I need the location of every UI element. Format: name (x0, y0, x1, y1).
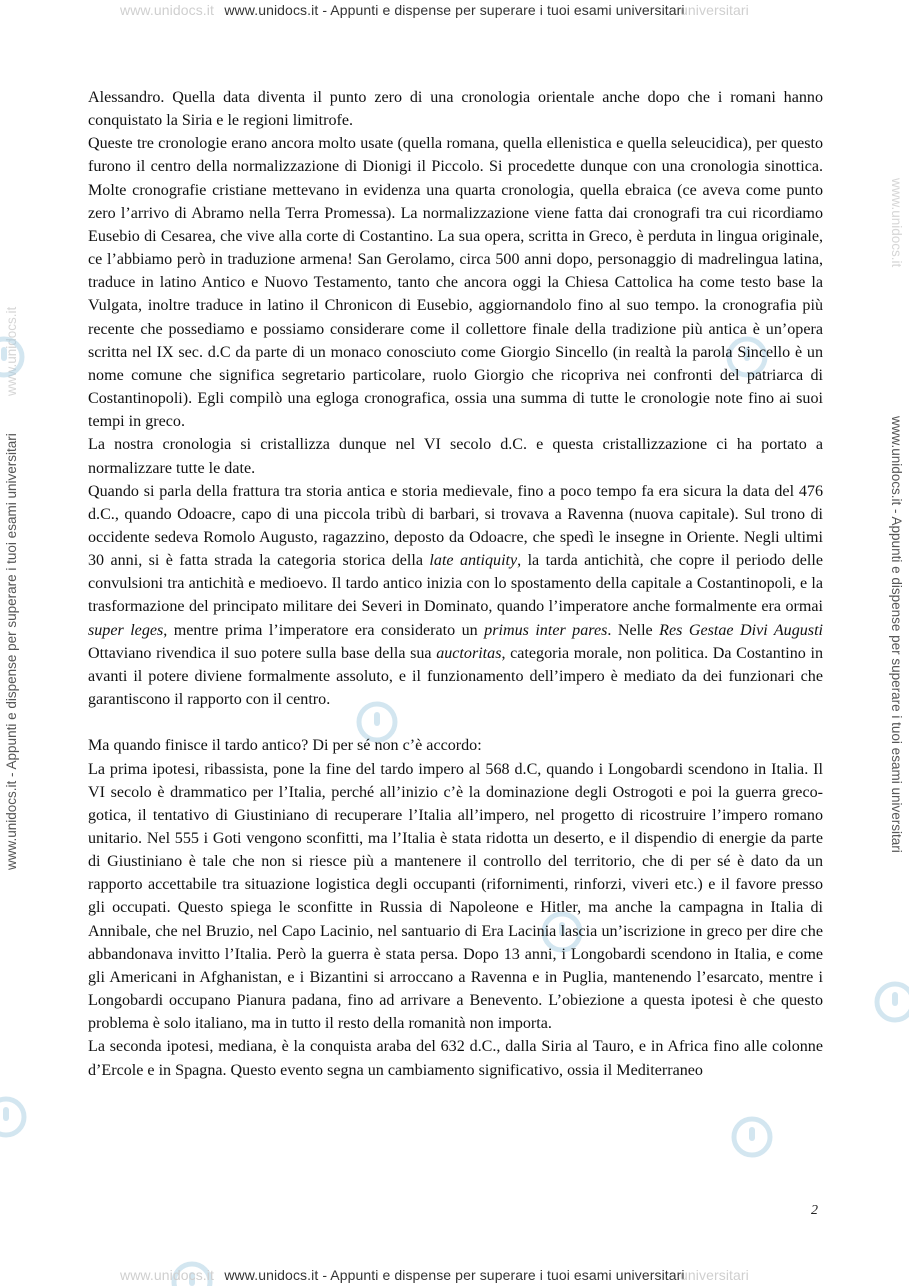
body-paragraph (88, 132, 823, 433)
paragraph-text: . Nelle (607, 621, 660, 639)
footer-banner-text[interactable]: www.unidocs.it - Appunti e dispense per superare i tuoi esami universitari (224, 1267, 685, 1283)
paragraph-text: Queste tre cronologie erano ancora molto usate (quella romana, quella ellenistica e quella seleucidica), per questo furono il centro della normalizzazione di Dionigi il Piccolo. Si procedette dunque con una cronologia sinottica. Molte cronografie cristiane mettevano in evidenza una quarta cronologia, quella ebraica (ce aveva come punto zero l’arrivo di Abramo nella Terra Promessa). La normalizzazione viene fatta dai cronografi tra cui ricordiamo Eusebio di Cesarea, che vive alla corte di Costantino. La sua opera, scritta in Greco, è perduta in lingua originale, ce l’abbiamo però in traduzione armena! San Gerolamo, circa 500 anni dopo, personaggio di madrelingua latina, traduce in latino Antico e Nuovo Testamento, tanto che ancora oggi la Chiesa Cattolica ha come testo base la Vulgata, inoltre traduce in latino il Chronicon di Eusebio, aggiornandolo fino al suo tempo. la cronografia più recente che possediamo e possiamo considerare come il collettore finale della tradizione più antica è un’opera scritta nel IX sec. d.C da parte di un monaco conosciuto come Giorgio Sincello (in realtà la parola Sincello è un nome comune che significa segretario particolare, ruolo Giorgio che ricopriva nei confronti del patriarca di Costantinopoli). Egli compilò una egloga cronografica, ossia una summa di tutte le cronologie note fino ai suoi tempi in greco. (88, 135, 823, 431)
paragraph-text: Quando si parla della frattura tra storia antica e storia medievale, fino a poco tempo fa era sicura la data del 476 d.C., quando Odoacre, capo di una piccola tribù di barbari, si trovava a Ravenna (nuova capitale). Sul trono di occidente sedeva Romolo Augusto, ragazzino, deposto da Odoacre, che spedì le insegne in Oriente. Negli ultimi 30 anni, si è fatta strada la categoria storica della (88, 482, 823, 570)
body-paragraph (88, 1035, 823, 1081)
body-paragraph (88, 433, 823, 479)
header-ghost-right: universitari (680, 2, 749, 18)
italic-term: late antiquity (429, 552, 518, 570)
italic-term: super leges (88, 621, 164, 639)
paragraph-text: , la tarda antichità, che copre il periodo delle convulsioni tra antichità e medioevo. Il tardo antico inizia con lo spostamento della capitale a Costantinopoli, e la trasformazione del principato militare dei Severi in Dominato, quando l’imperatore anche formalmente era ormai (88, 552, 824, 616)
left-side-banner[interactable]: www.unidocs.it - Appunti e dispense per superare i tuoi esami universitari (4, 433, 19, 870)
paragraph-text: La seconda ipotesi, mediana, è la conquista araba del 632 d.C., dalla Siria al Tauro, e in Africa fino alle colonne d’Ercole e in Spagna. Questo evento segna un cambiamento significativo, ossia il Mediterraneo (88, 1038, 823, 1079)
header-banner-text[interactable]: www.unidocs.it - Appunti e dispense per superare i tuoi esami universitari (224, 2, 685, 18)
document-body (88, 86, 823, 1082)
unidocs-logo-icon (0, 1095, 28, 1139)
header-banner[interactable] (0, 2, 909, 18)
paragraph-text: La nostra cronologia si cristallizza dunque nel VI secolo d.C. e questa cristallizzazione ci ha portato a normalizzare tutte le date. (88, 436, 823, 477)
footer-banner[interactable] (0, 1267, 909, 1283)
footer-ghost-left: www.unidocs.it (120, 1267, 214, 1283)
right-side-ghost: www.unidocs.it (889, 178, 904, 268)
body-paragraph (88, 758, 823, 1036)
italic-term: primus inter pares (484, 621, 608, 639)
paragraph-text: Alessandro. Quella data diventa il punto zero di una cronologia orientale anche dopo che i romani hanno conquistato la Siria e le regioni limitrofe. (88, 89, 823, 130)
body-paragraph (88, 480, 823, 712)
paragraph-text: Ottaviano rivendica il suo potere sulla base della sua (88, 644, 437, 662)
right-side-banner[interactable]: www.unidocs.it - Appunti e dispense per superare i tuoi esami universitari (889, 416, 904, 853)
body-paragraph (88, 734, 823, 757)
paragraph-text: La prima ipotesi, ribassista, pone la fine del tardo impero al 568 d.C, quando i Longobardi scendono in Italia. Il VI secolo è drammatico per l’Italia, perché all’inizio c’è la dominazione degli Ostrogoti e poi la guerra greco-gotica, il tentativo di Giustiniano di recuperare l’Italia all’impero, nel progetto di ricostruire l’impero romano unitario. Nel 555 i Goti vengono sconfitti, ma l’Italia è stata ridotta un deserto, e il dispendio di energie da parte di Giustiniano è tale che non si riesce più a mantenere il controllo del territorio, che di per sé è dato da un rapporto accettabile tra situazione logistica degli occupanti (rifornimenti, rinforzi, viveri etc.) e il favore presso gli occupati. Questo spiega le sconfitte in Russia di Napoleone e Hitler, ma anche la campagna in Italia di Annibale, che nel Bruzio, nel Capo Lacinio, nel santuario di Era Lacinia lascia un’iscrizione in greco per dire che abbandonava invitto l’Italia. Però la guerra è stata persa. Dopo 13 anni, i Longobardi scendono in Italia, e come gli Americani in Afghanistan, e i Bizantini si arroccano a Ravenna e in Puglia, mantenendo l’esarcato, mentre i Longobardi occupano Pianura padana, fino ad arrivare a Benevento. L’obiezione a questa ipotesi è che questo problema è solo italiano, ma in tutto il resto della romanità non importa. (88, 760, 823, 1033)
page-number: 2 (811, 1203, 818, 1218)
unidocs-logo-icon (0, 335, 26, 379)
left-side-ghost: www.unidocs.it (4, 306, 19, 396)
paragraph-text: , categoria morale, non politica. Da Costantino in avanti il potere diviene formalmente assoluto, e il funzionamento dell’impero è mediato da dei funzionari che garantiscono il rapporto con il centro. (88, 644, 823, 709)
blank-line (88, 711, 823, 734)
footer-ghost-right: universitari (680, 1267, 749, 1283)
header-ghost-left: www.unidocs.it (120, 2, 214, 18)
paragraph-text: Ma quando finisce il tardo antico? Di per sé non c’è accordo: (88, 737, 482, 755)
unidocs-logo-icon (873, 980, 909, 1024)
italic-term: auctoritas (436, 644, 502, 662)
paragraph-text: , mentre prima l’imperatore era considerato un (163, 621, 485, 639)
unidocs-logo-icon (730, 1115, 774, 1159)
italic-term: Res Gestae Divi Augusti (659, 621, 824, 639)
body-paragraph (88, 86, 823, 132)
